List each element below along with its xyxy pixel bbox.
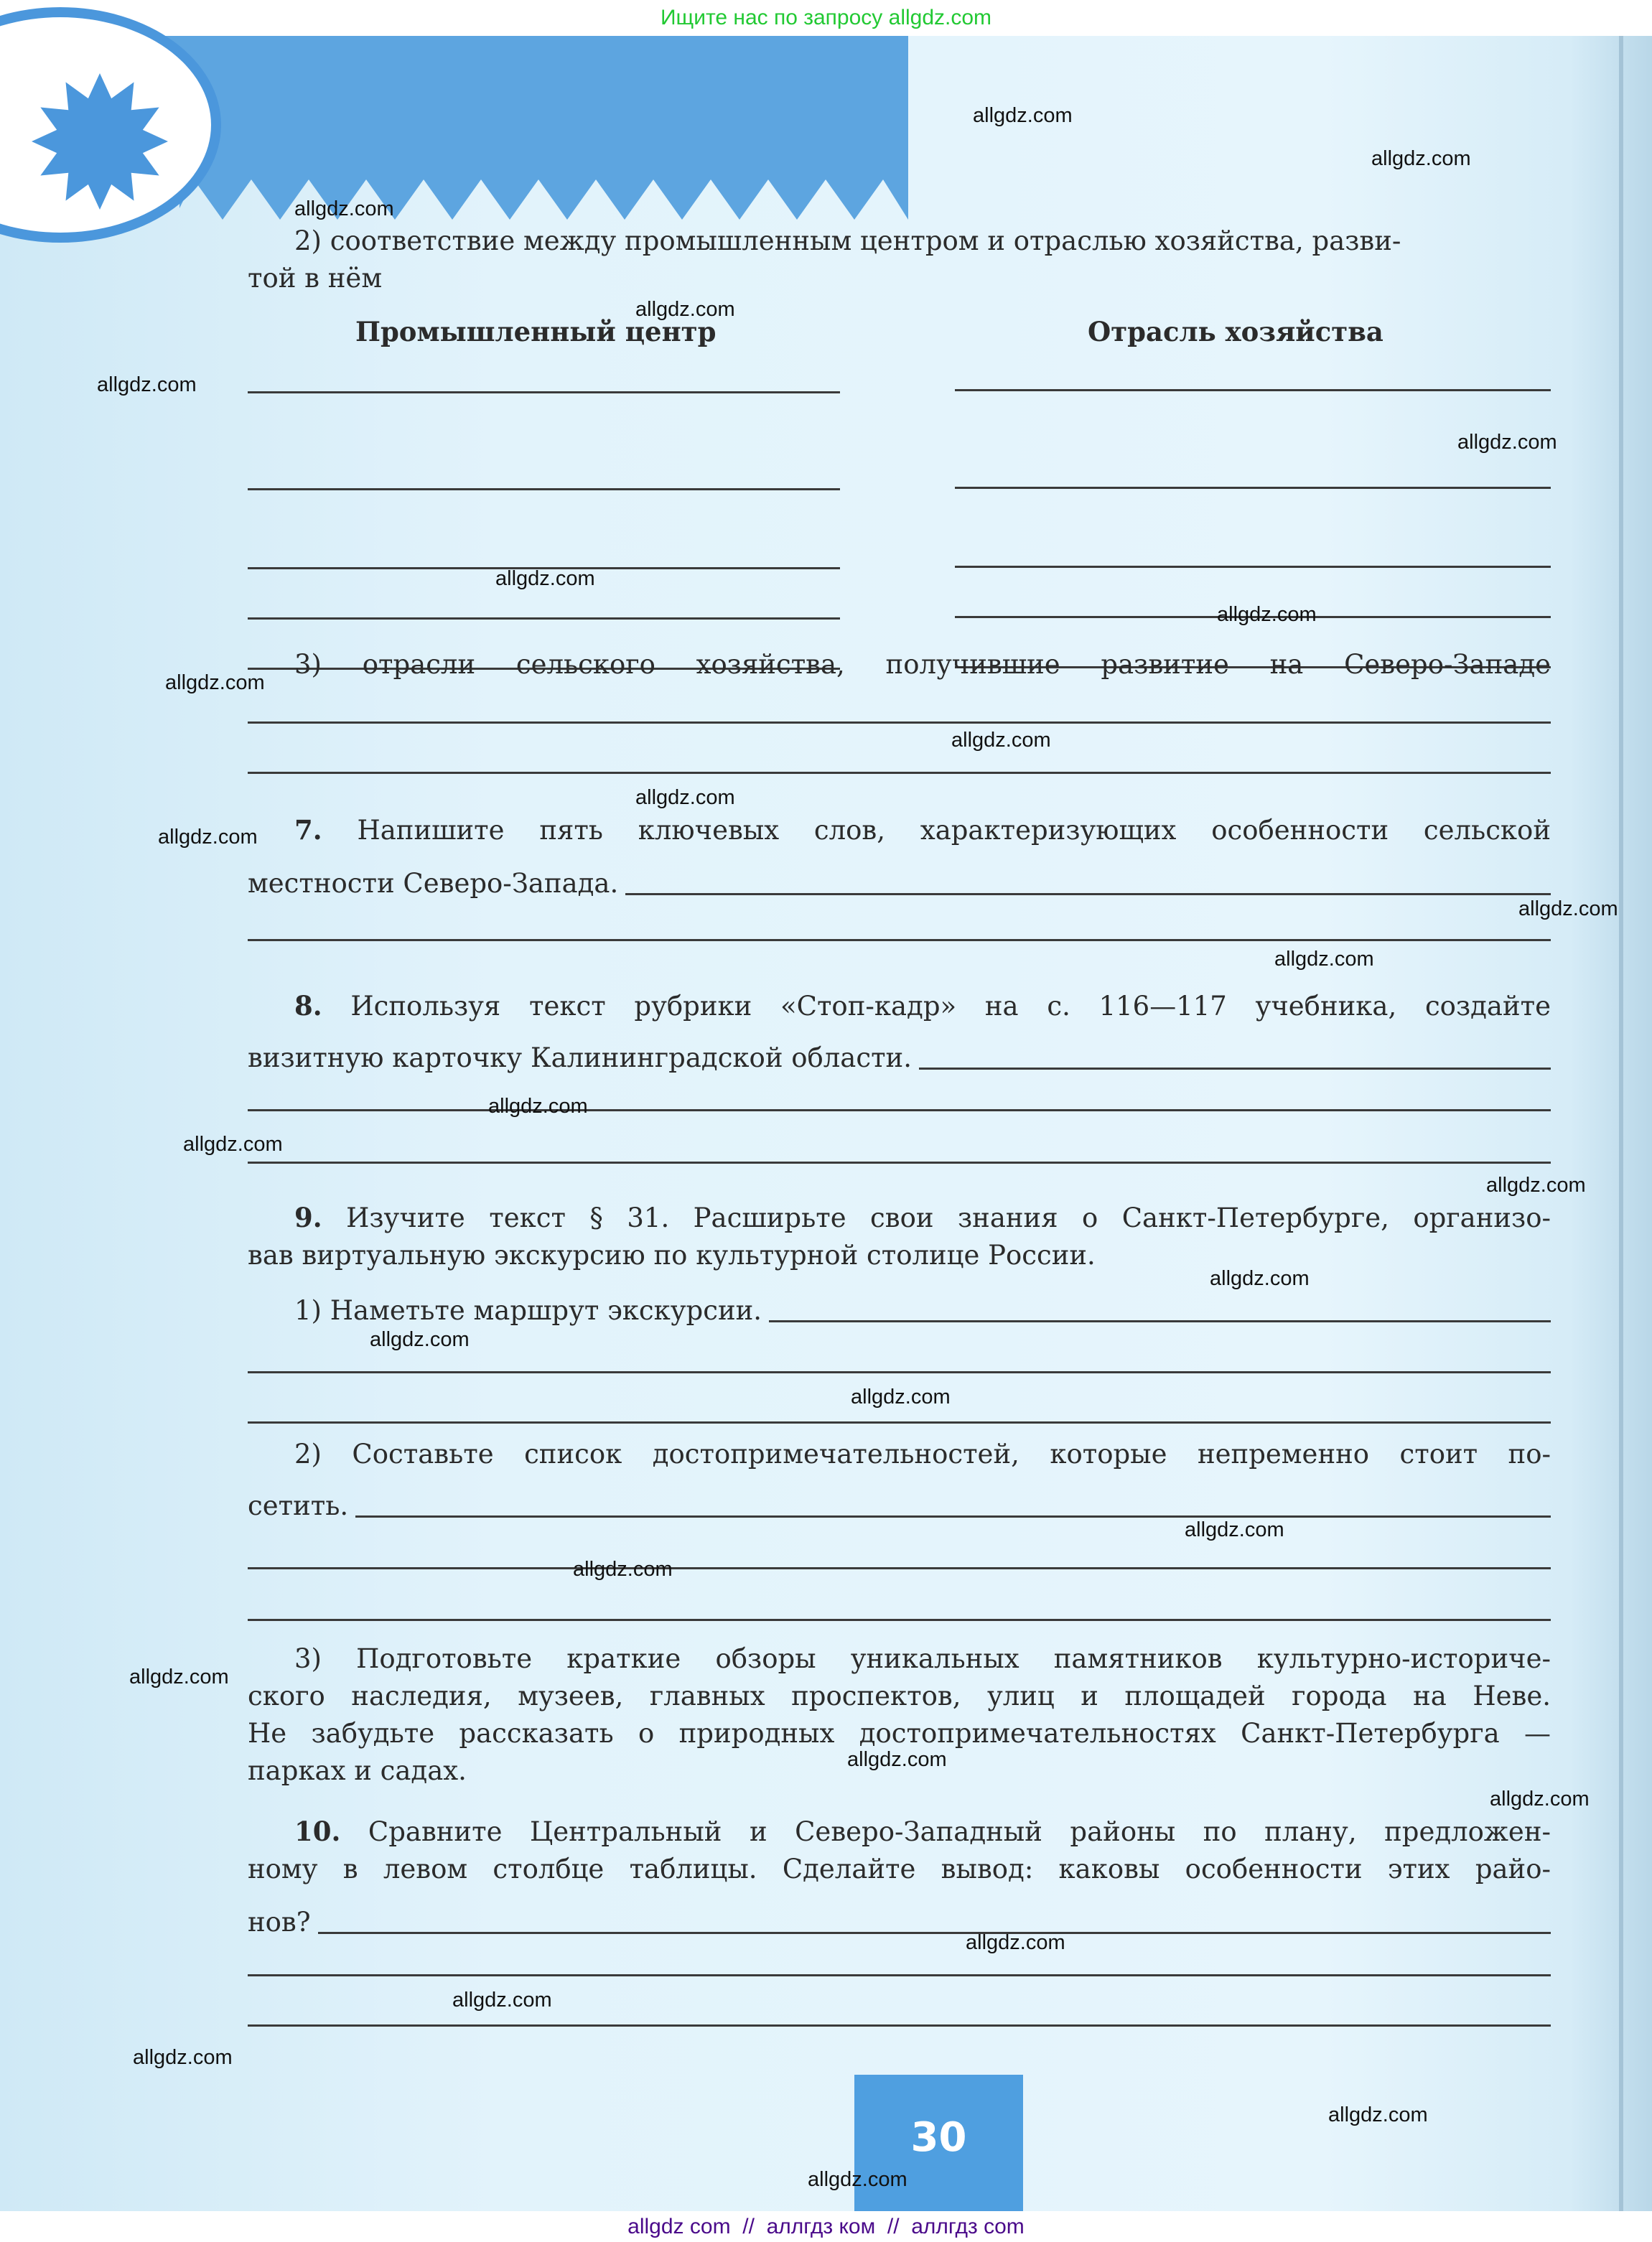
watermark: allgdz.com: [1490, 1788, 1590, 1811]
task9-sub2-line1: 2) Составьте список достопримечательностей, которые непременно стоит по-: [294, 1439, 1551, 1470]
watermark: allgdz.com: [635, 786, 735, 809]
task9-sub1: [248, 1292, 1551, 1330]
task10-answer-line-inline[interactable]: [318, 1932, 1551, 1934]
watermark: allgdz.com: [165, 671, 265, 694]
task10-line3: нов?: [248, 1907, 311, 1938]
task8-answer-line-inline[interactable]: [919, 1068, 1551, 1070]
task8-line2: визитную карточку Калининградской области.: [248, 1042, 912, 1073]
watermark: allgdz.com: [973, 104, 1073, 127]
task8-answer-line-3[interactable]: [248, 1162, 1551, 1164]
task7-line2: местности Северо-Запада.: [248, 868, 619, 899]
watermark: allgdz.com: [851, 1386, 951, 1409]
top-banner: [0, 0, 1652, 36]
task9-sub2-answer-line[interactable]: [355, 1515, 1551, 1518]
task10-answer-line-3[interactable]: [248, 2024, 1551, 2027]
watermark: allgdz.com: [495, 567, 595, 590]
watermark: allgdz.com: [966, 1931, 1065, 1954]
task8-number: 8.: [294, 990, 322, 1022]
footer-text: allgdz com // аллгдз ком // аллгдз com: [627, 2215, 1025, 2238]
watermark: allgdz.com: [951, 729, 1051, 752]
task9-sub3-line1: 3) Подготовьте краткие обзоры уникальных памятников культурно-историче-: [294, 1643, 1551, 1674]
task2-text: [248, 223, 1551, 297]
watermark: allgdz.com: [1210, 1267, 1310, 1290]
column-header-industrial-center: Промышленный центр: [355, 316, 717, 347]
task9-text: [248, 1199, 1551, 1274]
footer-banner: [0, 2211, 1652, 2242]
watermark: allgdz.com: [1217, 603, 1317, 626]
task7-line1: Напишите пять ключевых слов, характеризующих особенности сельской: [357, 815, 1551, 846]
top-banner-text: Ищите нас по запросу allgdz.com: [660, 6, 992, 29]
task9-sub3-line2: ского наследия, музеев, главных проспектов, улиц и площадей города на Неве.: [248, 1681, 1551, 1711]
watermark: allgdz.com: [158, 826, 258, 849]
watermark: allgdz.com: [133, 2046, 233, 2069]
task10-text: [248, 1813, 1551, 1941]
task10-number: 10.: [294, 1816, 341, 1847]
watermark: allgdz.com: [294, 197, 394, 220]
task9-line2: вав виртуальную экскурсию по культурной столице России.: [248, 1240, 1096, 1271]
task9-sub3-line3: Не забудьте рассказать о природных достопримечательностях Санкт-Петербурга —: [248, 1718, 1551, 1749]
watermark: allgdz.com: [370, 1328, 470, 1351]
zigzag-decoration-icon: [179, 179, 908, 220]
task2-line2: той в нём: [248, 263, 383, 294]
book-spine-shadow: [1619, 36, 1623, 2211]
watermark: allgdz.com: [1371, 147, 1471, 170]
task9-line1: Изучите текст § 31. Расширьте свои знания о Санкт-Петербурге, организо-: [346, 1202, 1551, 1233]
task3-answer-line-2[interactable]: [248, 772, 1551, 774]
task7-answer-line-2[interactable]: [248, 939, 1551, 941]
task9-sub2-answer-line-3[interactable]: [248, 1619, 1551, 1621]
answer-line-center-4[interactable]: [248, 617, 840, 620]
task3-text: 3) отрасли сельского хозяйства, получившие развитие на Северо-Западе: [294, 649, 1551, 680]
answer-line-center-2[interactable]: [248, 488, 840, 490]
task9-sub2-answer-line-2[interactable]: [248, 1567, 1551, 1569]
watermark: allgdz.com: [1328, 2103, 1428, 2126]
task9-sub2: [248, 1436, 1551, 1525]
watermark: allgdz.com: [1457, 431, 1557, 454]
answer-line-branch-1[interactable]: [955, 389, 1551, 391]
watermark: allgdz.com: [1486, 1174, 1586, 1197]
watermark: allgdz.com: [1274, 948, 1374, 971]
task7-number: 7.: [294, 814, 322, 846]
task3-answer-line-1[interactable]: [248, 721, 1551, 724]
twelve-point-star-icon: [32, 73, 168, 210]
watermark: allgdz.com: [573, 1558, 673, 1581]
task9-sub1-answer-line-2[interactable]: [248, 1371, 1551, 1373]
task7-answer-line-inline[interactable]: [625, 893, 1551, 895]
task10-line2: ному в левом столбце таблицы. Сделайте вывод: каковы особенности этих райо-: [248, 1854, 1551, 1884]
watermark: allgdz.com: [847, 1748, 947, 1771]
task9-sub1-answer-line-3[interactable]: [248, 1421, 1551, 1424]
watermark: allgdz.com: [635, 298, 735, 321]
watermark: allgdz.com: [452, 1989, 552, 2012]
task7-text: [248, 811, 1551, 902]
watermark: allgdz.com: [1185, 1518, 1284, 1541]
task9-sub1-text: 1) Наметьте маршрут экскурсии.: [294, 1295, 762, 1326]
task9-sub2-line2: сетить.: [248, 1490, 349, 1521]
task8-line1: Используя текст рубрики «Стоп-кадр» на с. 116—117 учебника, создайте: [350, 991, 1551, 1022]
watermark: allgdz.com: [129, 1666, 229, 1688]
task9-number: 9.: [294, 1202, 322, 1233]
watermark: allgdz.com: [183, 1133, 283, 1156]
task8-answer-line-2[interactable]: [248, 1109, 1551, 1111]
column-header-industry-branch: Отрасль хозяйства: [1088, 316, 1383, 347]
page-number: 30: [910, 2114, 967, 2161]
watermark: allgdz.com: [97, 373, 197, 396]
task9-sub1-answer-line[interactable]: [769, 1320, 1551, 1322]
answer-line-branch-2[interactable]: [955, 487, 1551, 489]
watermark: allgdz.com: [488, 1095, 588, 1118]
task10-answer-line-2[interactable]: [248, 1974, 1551, 1976]
answer-line-center-1[interactable]: [248, 391, 840, 393]
task8-text: [248, 987, 1551, 1077]
task2-line1: 2) соответствие между промышленным центром и отраслью хозяйства, разви-: [294, 225, 1401, 256]
task10-line1: Сравните Центральный и Северо-Западный районы по плану, предложен-: [368, 1816, 1551, 1847]
answer-line-branch-3[interactable]: [955, 566, 1551, 568]
task9-sub3-line4: парках и садах.: [248, 1755, 467, 1786]
watermark: allgdz.com: [1518, 897, 1618, 920]
watermark: allgdz.com: [808, 2168, 907, 2191]
